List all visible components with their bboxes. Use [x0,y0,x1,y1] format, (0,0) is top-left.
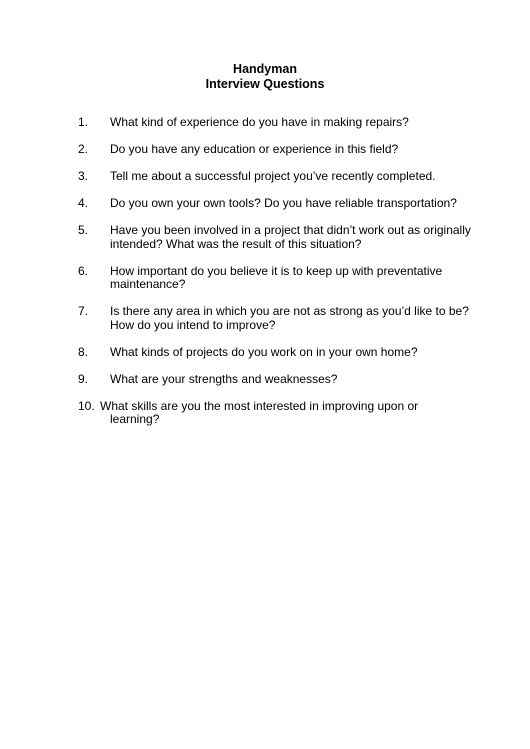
question-number: 10. [78,398,95,413]
question-number: 7. [78,304,89,318]
question-text-line-2: maintenance? [110,277,186,291]
question-number: 5. [78,223,89,237]
question-text: What kind of experience do you have in making repairs? [110,115,409,129]
question-item [78,373,478,387]
document-title [0,62,530,92]
question-item [78,305,478,332]
question-number: 2. [78,142,89,156]
question-text-line-2: How do you intend to improve? [110,317,276,332]
question-item [78,116,478,130]
title-line-1: Handyman [233,62,297,76]
question-number: 8. [78,344,89,359]
question-item [78,346,478,360]
question-text: What kinds of projects do you work on in your own home? [110,344,418,359]
title-line-2: Interview Questions [205,77,325,91]
question-text-line-1: Is there any area in which you are not as strong as you’d like to be? [110,304,469,318]
question-text-line-2: intended? What was the result of this situation? [110,236,362,251]
question-text: What are your strengths and weaknesses? [110,371,338,386]
question-text: Do you have any education or experience in this field? [110,142,399,156]
question-number: 4. [78,196,89,210]
question-text-line-1: How important do you believe it is to keep up with preventative [110,263,443,278]
question-item [78,143,478,157]
question-text: Do you own your own tools? Do you have reliable transportation? [110,196,457,210]
question-list [78,116,478,440]
question-text: Tell me about a successful project you’ve recently completed. [110,169,436,183]
question-item [78,224,478,251]
question-text-line-1: Have you been involved in a project that didn’t work out as originally [110,223,471,237]
question-item [78,400,478,427]
question-number: 6. [78,263,89,278]
question-number: 3. [78,169,89,183]
question-text-line-1: What skills are you the most interested in improving upon or [100,398,419,413]
question-item [78,265,478,292]
question-item [78,197,478,211]
question-item [78,170,478,184]
question-number: 9. [78,371,89,386]
question-text-line-2: learning? [110,412,160,426]
question-number: 1. [78,115,89,129]
